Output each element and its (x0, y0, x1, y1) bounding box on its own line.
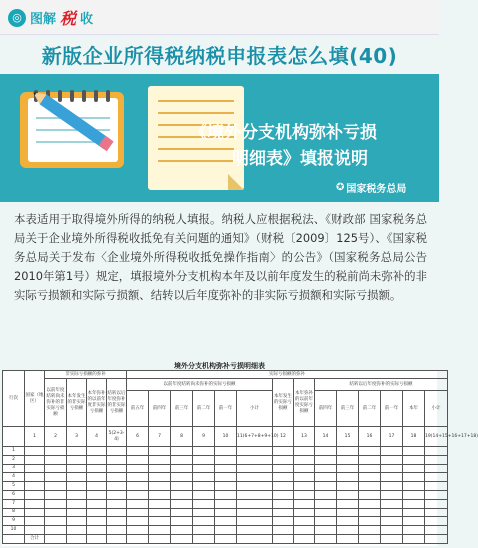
table-cell[interactable] (425, 508, 448, 517)
column-number-cell: 9 (193, 427, 215, 447)
table-cell[interactable] (149, 508, 171, 517)
table-cell[interactable] (127, 517, 149, 526)
table-cell[interactable] (403, 490, 425, 499)
column-number-cell: 14 (315, 427, 337, 447)
table-cell[interactable] (359, 482, 381, 491)
row-number: 7 (3, 499, 25, 508)
table-cell[interactable] (381, 499, 403, 508)
table-cell[interactable] (107, 447, 127, 456)
row-number: 5 (3, 482, 25, 491)
table-cell[interactable] (193, 473, 215, 482)
logo-icon: ◎ (8, 9, 26, 27)
table-cell[interactable] (359, 534, 381, 543)
table-cell[interactable] (171, 447, 193, 456)
table-cell[interactable] (171, 517, 193, 526)
table-row (3, 508, 448, 517)
table-cell[interactable] (359, 517, 381, 526)
table-cell[interactable] (381, 534, 403, 543)
table-cell[interactable] (193, 482, 215, 491)
table-cell[interactable] (127, 447, 149, 456)
table-cell[interactable] (87, 455, 107, 464)
header-row-no: 行次 (3, 371, 25, 427)
table-cell[interactable] (149, 447, 171, 456)
table-cell[interactable] (403, 508, 425, 517)
table-cell[interactable] (381, 482, 403, 491)
column-number-cell: 11(6+7+8+9+10) (237, 427, 273, 447)
table-cell[interactable] (381, 490, 403, 499)
table-cell[interactable] (403, 482, 425, 491)
table-cell[interactable] (107, 482, 127, 491)
table-cell[interactable] (315, 473, 337, 482)
table-cell[interactable] (45, 534, 67, 543)
table-cell[interactable] (67, 517, 87, 526)
table-cell[interactable] (149, 482, 171, 491)
table-cell[interactable] (45, 517, 67, 526)
table-cell[interactable] (127, 464, 149, 473)
table-cell[interactable] (359, 455, 381, 464)
form-table (2, 370, 478, 546)
table-cell[interactable] (425, 517, 448, 526)
table-cell[interactable] (87, 526, 107, 535)
table-row (3, 499, 448, 508)
table-cell[interactable] (171, 526, 193, 535)
column-number-cell: 13 (294, 427, 315, 447)
top-bar (0, 0, 439, 35)
banner-subtitle-line1: 《境外分支机构弥补亏损 (190, 123, 377, 143)
table-cell[interactable] (127, 526, 149, 535)
table-cell[interactable] (25, 447, 45, 456)
table-cell[interactable] (25, 508, 45, 517)
column-number-cell: 2 (45, 427, 67, 447)
table-cell[interactable] (403, 447, 425, 456)
column-number-cell: 19(14+15+16+17+18) (425, 427, 448, 447)
table-body (3, 447, 448, 544)
table-cell[interactable] (45, 490, 67, 499)
table-cell[interactable] (237, 464, 273, 473)
table-cell[interactable] (193, 517, 215, 526)
brand-logo (8, 6, 93, 29)
table-cell[interactable] (25, 464, 45, 473)
table-cell[interactable] (403, 499, 425, 508)
table-cell[interactable] (25, 490, 45, 499)
row-number: 3 (3, 464, 25, 473)
row-number: 6 (3, 490, 25, 499)
row-number: 2 (3, 455, 25, 464)
table-cell[interactable] (425, 447, 448, 456)
table-cell[interactable] (294, 482, 315, 491)
table-cell[interactable] (425, 526, 448, 535)
table-cell[interactable] (87, 482, 107, 491)
year-col: 前一年 (215, 391, 237, 427)
table-cell[interactable] (215, 464, 237, 473)
table-cell[interactable] (149, 499, 171, 508)
table-cell[interactable] (215, 455, 237, 464)
table-cell[interactable] (45, 455, 67, 464)
table-row (3, 490, 448, 499)
table-cell[interactable] (215, 473, 237, 482)
table-cell[interactable] (45, 473, 67, 482)
table-row (3, 447, 448, 456)
table-cell[interactable] (67, 447, 87, 456)
notebook-pencil-icon (14, 88, 134, 172)
table-cell[interactable] (67, 508, 87, 517)
table-cell[interactable] (193, 499, 215, 508)
table-cell[interactable] (294, 508, 315, 517)
table-cell[interactable] (381, 526, 403, 535)
table-row (3, 526, 448, 535)
table-cell[interactable] (107, 534, 127, 543)
table-cell[interactable] (45, 447, 67, 456)
table-cell[interactable] (215, 517, 237, 526)
table-cell[interactable] (67, 526, 87, 535)
table-cell[interactable] (149, 473, 171, 482)
table-cell[interactable] (315, 526, 337, 535)
year-col: 本年 (403, 391, 425, 427)
header-carry: 结转以后年度弥补的非实际亏损额 (107, 379, 127, 427)
table-cell[interactable] (273, 526, 294, 535)
table-cell[interactable] (87, 534, 107, 543)
table-cell[interactable] (337, 447, 359, 456)
table-cell[interactable] (294, 499, 315, 508)
table-cell[interactable] (403, 455, 425, 464)
table-cell[interactable] (25, 473, 45, 482)
table-cell[interactable] (193, 534, 215, 543)
table-cell[interactable] (425, 534, 448, 543)
table-cell[interactable] (294, 464, 315, 473)
header-curr-real: 本年发生的实际亏损额 (273, 379, 294, 427)
header-curr-made: 本年弥补的以前年度非实际亏损额 (87, 379, 107, 427)
table-cell[interactable] (127, 490, 149, 499)
table-cell[interactable] (149, 517, 171, 526)
table-cell[interactable] (381, 464, 403, 473)
table-cell[interactable] (171, 534, 193, 543)
table-cell[interactable] (381, 473, 403, 482)
year-col: 前三年 (337, 391, 359, 427)
table-cell[interactable] (215, 526, 237, 535)
table-cell[interactable] (127, 482, 149, 491)
row-number: 10 (3, 526, 25, 535)
table-cell[interactable] (107, 499, 127, 508)
table-cell[interactable] (403, 464, 425, 473)
table-row (3, 464, 448, 473)
table-cell[interactable] (127, 534, 149, 543)
table-cell[interactable] (127, 499, 149, 508)
table-cell[interactable] (25, 482, 45, 491)
table-cell[interactable] (359, 508, 381, 517)
table-cell[interactable] (107, 508, 127, 517)
table-cell[interactable] (425, 473, 448, 482)
table-cell[interactable] (171, 473, 193, 482)
year-col: 小计 (425, 391, 448, 427)
table-cell[interactable] (87, 517, 107, 526)
table-cell[interactable] (67, 490, 87, 499)
table-cell[interactable] (359, 464, 381, 473)
table-cell[interactable] (359, 490, 381, 499)
table-cell[interactable] (45, 508, 67, 517)
table-cell[interactable] (273, 499, 294, 508)
header-curr-real-made: 本年弥补的以前年度实际亏损额 (294, 379, 315, 427)
column-number-cell (3, 427, 25, 447)
table-cell[interactable] (193, 464, 215, 473)
description-paragraph: 本表适用于取得境外所得的纳税人填报。纳税人应根据税法、《财政部 国家税务总局关于企业境外所得税收抵免有关问题的通知》（财税〔2009〕125号）、《国家税务总局关于发布〈企业境外所得税收抵免操作指南〉的公告》（国家税务总局公告2010年第1号）规定，填报境外分支机构本年及以前年度发生的税前尚未弥补的非实际亏损额和实际亏损额、结转以后年度弥补的非实际亏损额和实际亏损额。 (14, 212, 427, 302)
table-cell[interactable] (107, 455, 127, 464)
header-prev-real: 以前年度结转尚未弥补的实际亏损额 (127, 379, 273, 391)
table-cell[interactable] (273, 490, 294, 499)
row-number: 8 (3, 508, 25, 517)
table-cell[interactable] (294, 473, 315, 482)
table-cell[interactable] (315, 508, 337, 517)
table-row (3, 534, 448, 543)
table-cell[interactable] (25, 517, 45, 526)
table-cell[interactable] (215, 499, 237, 508)
table-cell[interactable] (294, 490, 315, 499)
table-cell[interactable] (381, 517, 403, 526)
column-number-cell: 1 (25, 427, 45, 447)
source-label (336, 180, 406, 195)
table-cell[interactable] (45, 526, 67, 535)
table-cell[interactable] (215, 534, 237, 543)
table-cell[interactable] (149, 526, 171, 535)
table-row (3, 517, 448, 526)
table-cell[interactable] (127, 455, 149, 464)
table-cell[interactable] (237, 508, 273, 517)
table-cell[interactable] (237, 517, 273, 526)
column-number-cell: 18 (403, 427, 425, 447)
year-col: 前四年 (149, 391, 171, 427)
column-number-cell: 6 (127, 427, 149, 447)
table-cell[interactable] (193, 490, 215, 499)
table-cell[interactable] (294, 517, 315, 526)
table-cell[interactable] (273, 473, 294, 482)
header-country: 国家（地区） (25, 371, 45, 427)
header-group-real: 实际亏损额的弥补 (127, 371, 448, 379)
table-cell[interactable] (215, 490, 237, 499)
table-cell[interactable] (294, 526, 315, 535)
table-cell[interactable] (45, 482, 67, 491)
table-cell[interactable] (171, 482, 193, 491)
table-cell[interactable] (107, 490, 127, 499)
table-cell[interactable] (237, 499, 273, 508)
table-cell[interactable] (315, 482, 337, 491)
table-cell[interactable] (381, 455, 403, 464)
table-cell[interactable] (315, 499, 337, 508)
table-row (3, 455, 448, 464)
table-cell[interactable] (107, 464, 127, 473)
year-col: 前三年 (171, 391, 193, 427)
logo-text-3: 收 (80, 12, 94, 27)
table-cell[interactable] (337, 473, 359, 482)
table-cell[interactable] (425, 464, 448, 473)
table-cell[interactable] (315, 455, 337, 464)
table-cell[interactable] (273, 464, 294, 473)
year-col: 前一年 (381, 391, 403, 427)
total-label: 合计 (25, 534, 45, 543)
header-curr-occur: 本年发生的非实际亏损额 (67, 379, 87, 427)
table-cell[interactable] (87, 447, 107, 456)
table-cell[interactable] (87, 499, 107, 508)
table-cell[interactable] (45, 499, 67, 508)
header-prev-unmade: 以前年度结转尚未弥补的非实际亏损额 (45, 379, 67, 427)
column-number-cell: 3 (67, 427, 87, 447)
column-number-cell: 7 (149, 427, 171, 447)
table-cell[interactable] (67, 473, 87, 482)
column-number-cell: 12 (273, 427, 294, 447)
table-cell[interactable] (403, 473, 425, 482)
table-cell[interactable] (315, 534, 337, 543)
table-cell[interactable] (127, 473, 149, 482)
table-cell[interactable] (425, 482, 448, 491)
column-number-cell: 10 (215, 427, 237, 447)
table-cell[interactable] (337, 464, 359, 473)
table-cell[interactable] (315, 464, 337, 473)
table-cell[interactable] (273, 517, 294, 526)
table-cell[interactable] (403, 517, 425, 526)
table-cell[interactable] (171, 464, 193, 473)
table-cell[interactable] (403, 534, 425, 543)
table-cell[interactable] (25, 499, 45, 508)
table-cell[interactable] (67, 464, 87, 473)
table-cell[interactable] (107, 473, 127, 482)
emblem-icon: ✪ (336, 182, 345, 193)
table-cell[interactable] (215, 482, 237, 491)
table-cell[interactable] (425, 499, 448, 508)
column-number-row (3, 427, 448, 447)
table-cell[interactable] (403, 526, 425, 535)
table-cell[interactable] (294, 455, 315, 464)
table-cell[interactable] (294, 447, 315, 456)
logo-text-2: 税 (60, 9, 77, 28)
table-cell[interactable] (127, 508, 149, 517)
column-number-cell: 5(2+3-4) (107, 427, 127, 447)
table-cell[interactable] (67, 482, 87, 491)
year-col: 前四年 (315, 391, 337, 427)
table-cell[interactable] (273, 482, 294, 491)
table-cell[interactable] (149, 490, 171, 499)
row-number (3, 534, 25, 543)
table-cell[interactable] (107, 526, 127, 535)
table-cell[interactable] (381, 447, 403, 456)
row-number: 1 (3, 447, 25, 456)
table-cell[interactable] (273, 447, 294, 456)
table-cell[interactable] (67, 455, 87, 464)
table-cell[interactable] (193, 447, 215, 456)
table-cell[interactable] (337, 526, 359, 535)
header-carry-real: 结转以后年度弥补的实际亏损额 (315, 379, 448, 391)
table-cell[interactable] (337, 517, 359, 526)
table-cell[interactable] (87, 464, 107, 473)
table-cell[interactable] (25, 526, 45, 535)
table-cell[interactable] (237, 455, 273, 464)
table-cell[interactable] (337, 499, 359, 508)
row-number: 4 (3, 473, 25, 482)
table-row (3, 473, 448, 482)
table-cell[interactable] (87, 473, 107, 482)
table-cell[interactable] (425, 455, 448, 464)
table-cell[interactable] (359, 473, 381, 482)
table-cell[interactable] (45, 464, 67, 473)
table-cell[interactable] (171, 455, 193, 464)
table-cell[interactable] (25, 455, 45, 464)
table-cell[interactable] (237, 447, 273, 456)
column-number-cell: 8 (171, 427, 193, 447)
header-group-nonreal: 非实际亏损额的弥补 (45, 371, 127, 379)
column-number-cell: 16 (359, 427, 381, 447)
table-cell[interactable] (67, 534, 87, 543)
year-col: 前二年 (359, 391, 381, 427)
table-cell[interactable] (193, 508, 215, 517)
table-cell[interactable] (315, 490, 337, 499)
banner-subtitle-line2: 明细表》填报说明 (232, 149, 368, 169)
table-cell[interactable] (237, 473, 273, 482)
table-cell[interactable] (67, 499, 87, 508)
table-cell[interactable] (337, 482, 359, 491)
table-cell[interactable] (359, 499, 381, 508)
table-cell[interactable] (171, 499, 193, 508)
table-cell[interactable] (237, 482, 273, 491)
table-cell[interactable] (337, 508, 359, 517)
table-cell[interactable] (425, 490, 448, 499)
table-cell[interactable] (237, 526, 273, 535)
table-cell[interactable] (193, 526, 215, 535)
table-cell[interactable] (337, 490, 359, 499)
table-cell[interactable] (149, 455, 171, 464)
table-cell[interactable] (381, 508, 403, 517)
table-cell[interactable] (359, 526, 381, 535)
column-number-cell: 15 (337, 427, 359, 447)
table-cell[interactable] (237, 534, 273, 543)
table-title: 境外分支机构弥补亏损明细表 (174, 362, 265, 370)
table-cell[interactable] (315, 517, 337, 526)
table-cell[interactable] (337, 534, 359, 543)
column-number-cell: 4 (87, 427, 107, 447)
table-cell[interactable] (87, 508, 107, 517)
year-col: 前二年 (193, 391, 215, 427)
table-cell[interactable] (273, 508, 294, 517)
table-cell[interactable] (359, 447, 381, 456)
table-cell[interactable] (315, 447, 337, 456)
table-cell[interactable] (87, 490, 107, 499)
year-col: 小计 (237, 391, 273, 427)
table-cell[interactable] (171, 490, 193, 499)
table-cell[interactable] (193, 455, 215, 464)
table-cell[interactable] (171, 508, 193, 517)
table-cell[interactable] (294, 534, 315, 543)
page-title: 新版企业所得税纳税申报表怎么填(40) (41, 44, 398, 68)
table-cell[interactable] (149, 534, 171, 543)
column-number-cell: 17 (381, 427, 403, 447)
row-number: 9 (3, 517, 25, 526)
table-row (3, 482, 448, 491)
year-col: 前五年 (127, 391, 149, 427)
table-cell[interactable] (215, 447, 237, 456)
logo-text-1: 图解 (30, 12, 57, 27)
source-text: 国家税务总局 (346, 184, 407, 195)
table-cell[interactable] (337, 455, 359, 464)
table-cell[interactable] (215, 508, 237, 517)
table-cell[interactable] (237, 490, 273, 499)
table-cell[interactable] (149, 464, 171, 473)
table-cell[interactable] (273, 455, 294, 464)
table-cell[interactable] (107, 517, 127, 526)
table-cell[interactable] (273, 534, 294, 543)
